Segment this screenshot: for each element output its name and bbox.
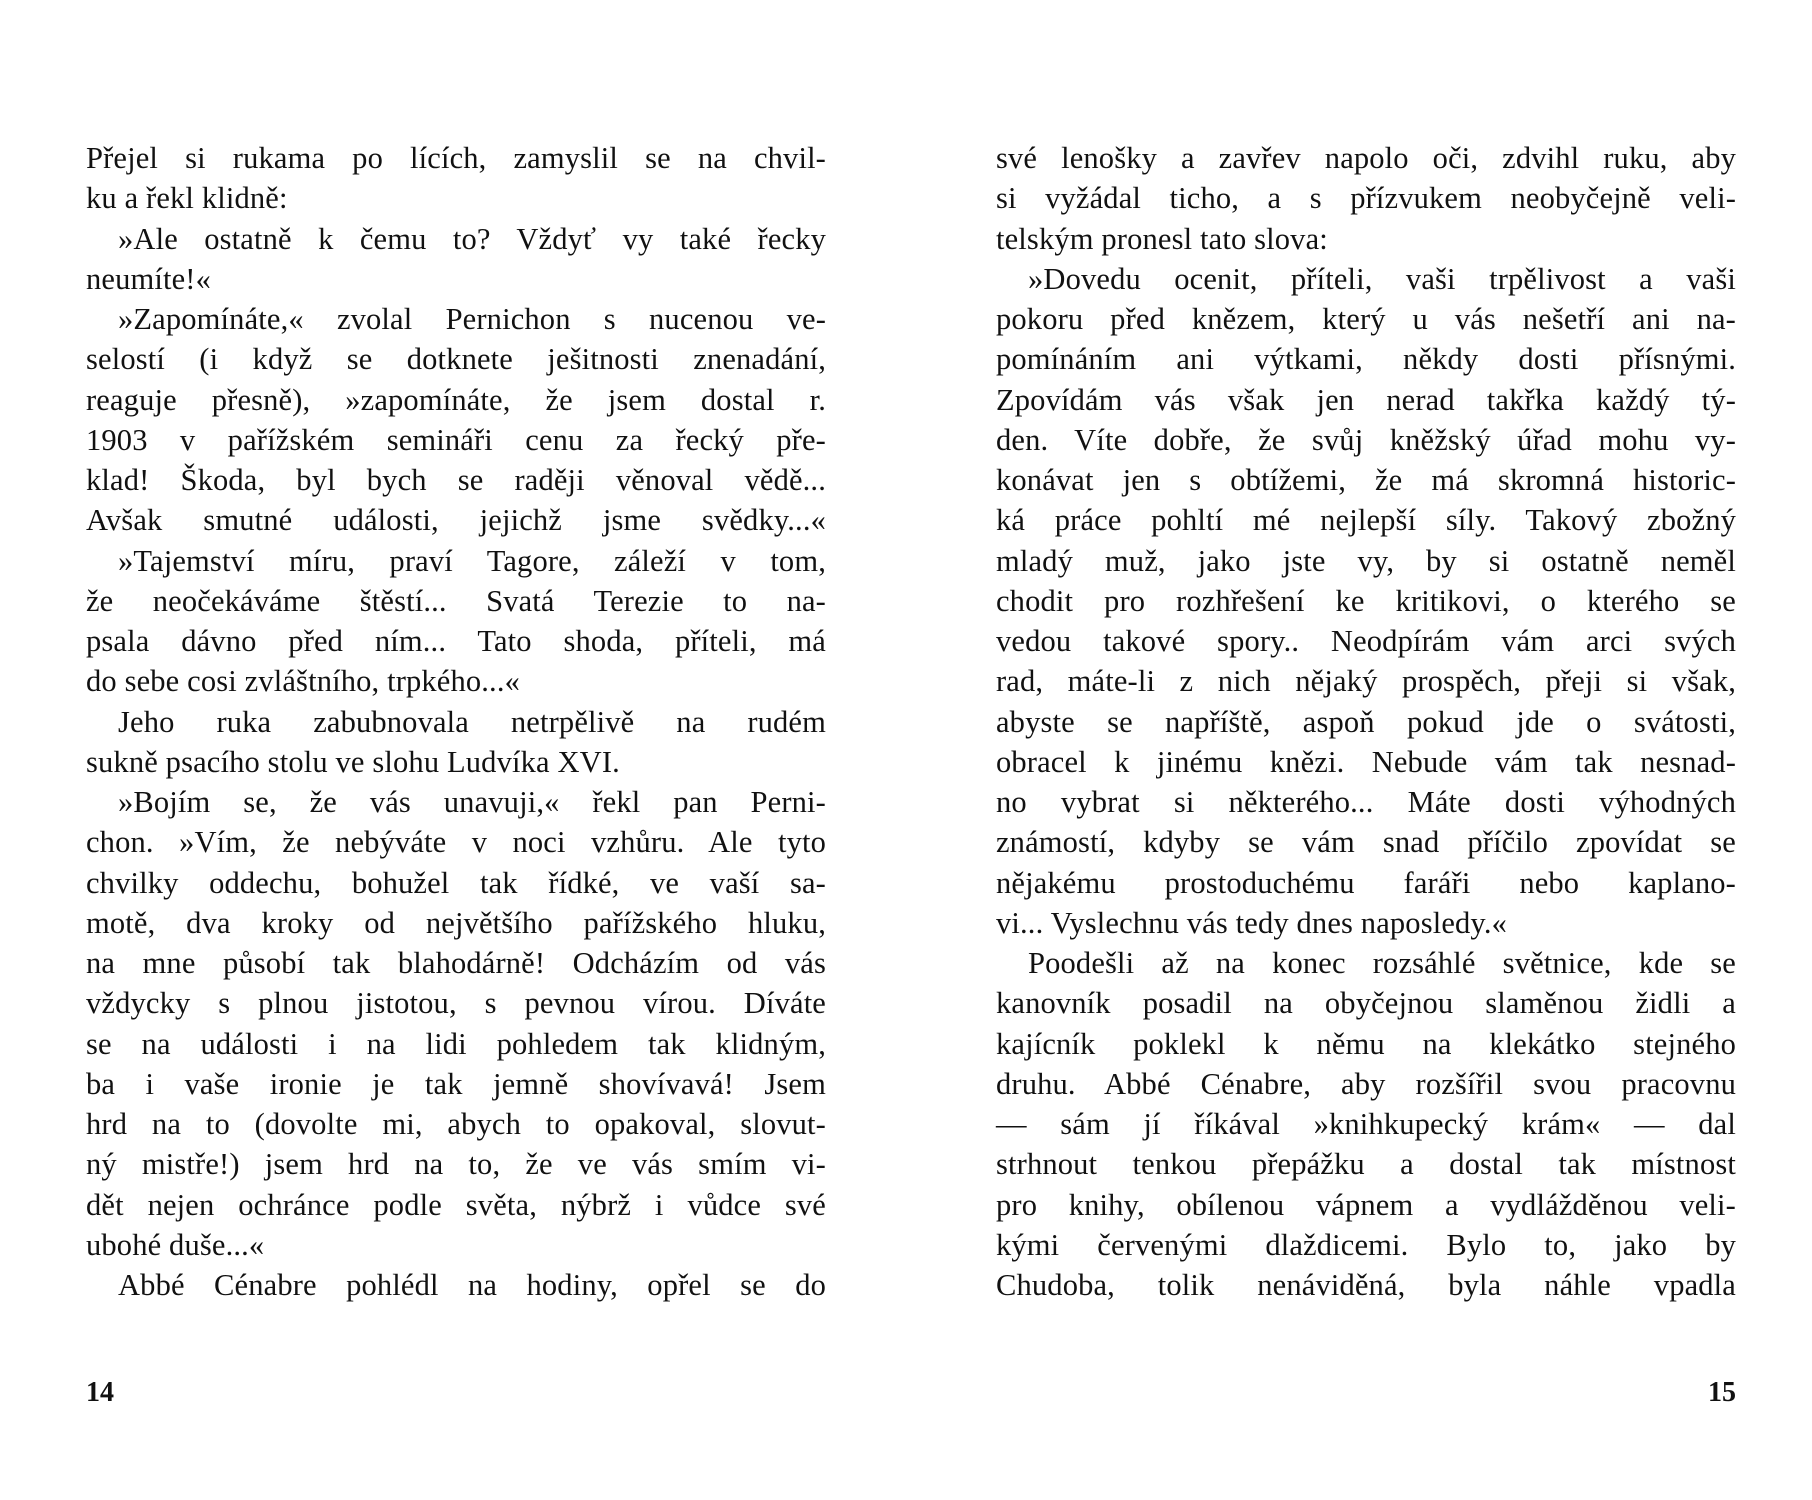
text-line: na mne působí tak blahodárně! Odcházím od vás bbox=[86, 946, 826, 980]
text-line: selostí (i když se dotknete ješitnosti znenadání, bbox=[86, 342, 826, 377]
text-line: motě, dva kroky od největšího pařížského hluku, bbox=[86, 905, 826, 940]
text-line: ku a řekl klidně: bbox=[86, 181, 288, 216]
text-line: mladý muž, jako jste vy, by si ostatně neměl bbox=[996, 543, 1736, 578]
text-line: vi... Vyslechnu vás tedy dnes naposledy.« bbox=[996, 905, 1508, 940]
text-line: chon. »Vím, že nebýváte v noci vzhůru. Ale tyto bbox=[86, 825, 826, 860]
text-line: pro knihy, obílenou vápnem a vydlážděnou veli- bbox=[996, 1187, 1736, 1222]
text-line: dět nejen ochránce podle světa, nýbrž i vůdce své bbox=[86, 1187, 826, 1222]
text-line: známostí, kdyby se vám snad příčilo zpovídat se bbox=[996, 825, 1736, 860]
text-line: Poodešli až na konec rozsáhlé světnice, kde se bbox=[1028, 946, 1736, 980]
text-line: si vyžádal ticho, a s přízvukem neobyčejně veli- bbox=[996, 181, 1736, 216]
text-line: do sebe cosi zvláštního, trpkého...« bbox=[86, 664, 521, 699]
text-line: nějakému prostoduchému faráři nebo kaplano- bbox=[996, 865, 1736, 900]
text-line: vedou takové spory.. Neodpírám vám arci svých bbox=[996, 624, 1736, 658]
text-line: klad! Škoda, byl bych se raději věnoval vědě... bbox=[86, 463, 826, 497]
text-line: pomínáním ani výtkami, někdy dosti přísnými. bbox=[996, 342, 1736, 377]
text-line: pokoru před knězem, který u vás nešetří ani na- bbox=[996, 302, 1736, 336]
text-line: Jeho ruka zabubnovala netrpělivě na rudém bbox=[118, 704, 826, 739]
text-line: »Zapomínáte,« zvolal Pernichon s nucenou ve- bbox=[118, 302, 826, 336]
text-line: reaguje přesně), »zapomínáte, že jsem dostal r. bbox=[86, 382, 826, 417]
text-line: den. Víte dobře, že svůj kněžský úřad mohu vy- bbox=[996, 422, 1736, 457]
left-page-text bbox=[86, 138, 826, 1305]
text-line: chvilky oddechu, bohužel tak řídké, ve vaší sa- bbox=[86, 865, 826, 900]
text-line: no vybrat si některého... Máte dosti výhodných bbox=[996, 785, 1736, 819]
text-line: »Ale ostatně k čemu to? Vždyť vy také řecky bbox=[118, 221, 826, 256]
text-line: že neočekáváme štěstí... Svatá Terezie to na- bbox=[86, 583, 826, 618]
text-line: rad, máte-li z nich nějaký prospěch, přeji si však, bbox=[996, 664, 1736, 699]
text-line: »Dovedu ocenit, příteli, vaši trpělivost a vaši bbox=[1028, 261, 1736, 296]
text-line: Přejel si rukama po lících, zamyslil se na chvil- bbox=[86, 141, 826, 175]
text-line: telským pronesl tato slova: bbox=[996, 221, 1328, 256]
text-line: své lenošky a zavřev napolo oči, zdvihl ruku, aby bbox=[996, 141, 1736, 175]
text-line: ba i vaše ironie je tak jemně shovívavá! Jsem bbox=[86, 1066, 826, 1101]
text-line: strhnout tenkou přepážku a dostal tak místnost bbox=[996, 1147, 1736, 1182]
left-page-number: 14 bbox=[86, 1377, 114, 1408]
text-line: Chudoba, tolik nenáviděná, byla náhle vpadla bbox=[996, 1268, 1736, 1302]
text-line: se na události i na lidi pohledem tak klidným, bbox=[86, 1026, 826, 1061]
text-line: ubohé duše...« bbox=[86, 1227, 265, 1262]
text-line: ný mistře!) jsem hrd na to, že ve vás smím vi- bbox=[86, 1147, 826, 1182]
text-line: abyste se napříště, aspoň pokud jde o svátosti, bbox=[996, 704, 1736, 739]
text-line: neumíte!« bbox=[86, 261, 212, 296]
text-line: chodit pro rozhřešení ke kritikovi, o kterého se bbox=[996, 583, 1736, 618]
text-line: — sám jí říkával »knihkupecký krám« — dal bbox=[996, 1107, 1736, 1141]
text-line: psala dávno před ním... Tato shoda, příteli, má bbox=[86, 624, 826, 658]
text-line: ká práce pohltí mé nejlepší síly. Takový zbožný bbox=[996, 503, 1736, 538]
text-line: vždycky s plnou jistotou, s pevnou vírou. Díváte bbox=[86, 986, 826, 1021]
right-page-number: 15 bbox=[1708, 1377, 1736, 1408]
text-line: 1903 v pařížském semináři cenu za řecký pře- bbox=[86, 422, 826, 457]
text-line: »Tajemství míru, praví Tagore, záleží v tom, bbox=[118, 543, 826, 578]
text-line: sukně psacího stolu ve slohu Ludvíka XVI. bbox=[86, 744, 620, 779]
text-line: »Bojím se, že vás unavuji,« řekl pan Perni- bbox=[118, 785, 826, 819]
text-line: obracel k jinému knězi. Nebude vám tak nesnad- bbox=[996, 744, 1736, 779]
text-line: Avšak smutné události, jejichž jsme svědky...« bbox=[86, 503, 826, 538]
text-line: Zpovídám vás však jen nerad takřka každý tý- bbox=[996, 382, 1736, 417]
text-line: kanovník posadil na obyčejnou slaměnou židli a bbox=[996, 986, 1736, 1021]
text-line: kými červenými dlaždicemi. Bylo to, jako by bbox=[996, 1227, 1736, 1262]
right-page-text bbox=[996, 138, 1736, 1305]
text-line: druhu. Abbé Cénabre, aby rozšířil svou pracovnu bbox=[996, 1066, 1736, 1101]
text-line: hrd na to (dovolte mi, abych to opakoval, slovut- bbox=[86, 1107, 826, 1141]
text-line: konávat jen s obtížemi, že má skromná historic- bbox=[996, 463, 1736, 497]
text-line: kajícník poklekl k němu na klekátko stejného bbox=[996, 1026, 1736, 1061]
text-line: Abbé Cénabre pohlédl na hodiny, opřel se do bbox=[118, 1268, 826, 1302]
